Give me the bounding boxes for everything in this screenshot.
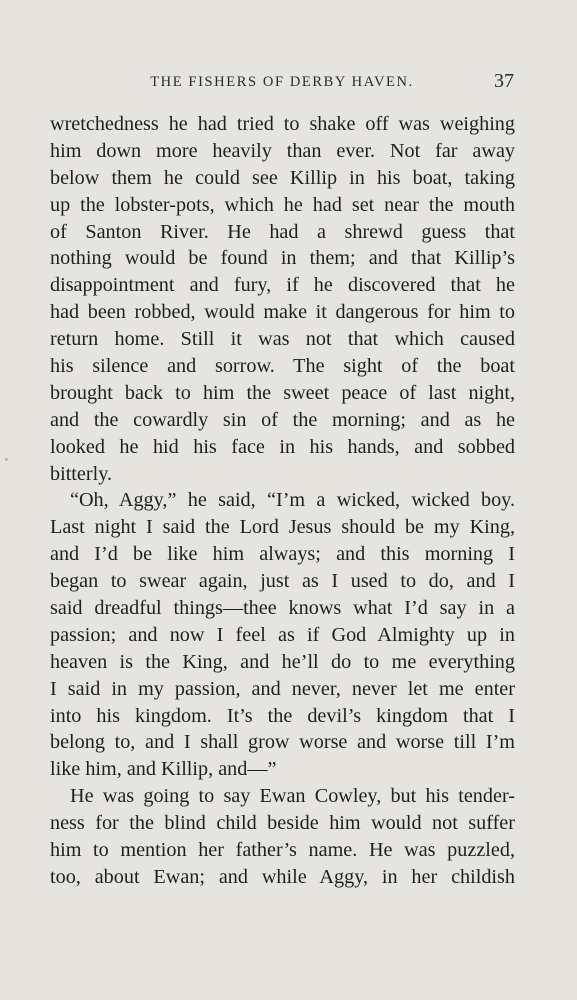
text-line: into his kingdom. It’s the devil’s kingdom that I [50, 704, 515, 727]
running-head-title: THE FISHERS OF DERBY HAVEN. [150, 74, 414, 90]
running-head [50, 70, 514, 96]
text-line: passion; and now I feel as if God Almighty up in [50, 623, 515, 646]
text-line: up the lobster-pots, which he had set near the mouth [50, 193, 515, 216]
text-line: looked he hid his face in his hands, and sobbed [50, 435, 515, 458]
text-line: I said in my passion, and never, never let me enter [50, 677, 515, 700]
text-line: said dreadful things—thee knows what I’d say in a [50, 597, 515, 620]
text-line: brought back to him the sweet peace of last night, [50, 381, 515, 404]
text-line: belong to, and I shall grow worse and worse till I’m [50, 731, 515, 754]
text-line: like him, and Killip, and—” [50, 758, 277, 781]
text-line: began to swear again, just as I used to do, and I [50, 570, 515, 593]
text-line: bitterly. [50, 462, 113, 485]
text-line: “Oh, Aggy,” he said, “I’m a wicked, wicked boy. [70, 489, 515, 512]
text-line: him down more heavily than ever. Not far away [50, 139, 515, 162]
text-line: ness for the blind child beside him would not suffer [50, 812, 515, 835]
text-line: and I’d be like him always; and this morning I [50, 543, 515, 566]
text-line: had been robbed, would make it dangerous for him to [50, 301, 515, 324]
text-line: too, about Ewan; and while Aggy, in her childish [50, 865, 515, 888]
text-line: return home. Still it was not that which caused [50, 328, 515, 351]
page-number: 37 [494, 70, 514, 92]
text-line: disappointment and fury, if he discovered that he [50, 274, 515, 297]
text-line: him to mention her father’s name. He was puzzled, [50, 839, 515, 862]
text-line: below them he could see Killip in his boat, taking [50, 166, 515, 189]
text-line: He was going to say Ewan Cowley, but his tender- [70, 785, 515, 808]
text-line: his silence and sorrow. The sight of the boat [50, 355, 515, 378]
text-line: Last night I said the Lord Jesus should be my King, [50, 516, 515, 539]
text-line: of Santon River. He had a shrewd guess that [50, 220, 515, 243]
paper-speck [5, 458, 8, 461]
text-line: wretchedness he had tried to shake off was weighing [50, 113, 515, 135]
text-line: and the cowardly sin of the morning; and as he [50, 408, 515, 431]
text-line: nothing would be found in them; and that Killip’s [50, 247, 515, 270]
text-line: heaven is the King, and he’ll do to me everything [50, 650, 515, 673]
body-text [50, 111, 515, 891]
